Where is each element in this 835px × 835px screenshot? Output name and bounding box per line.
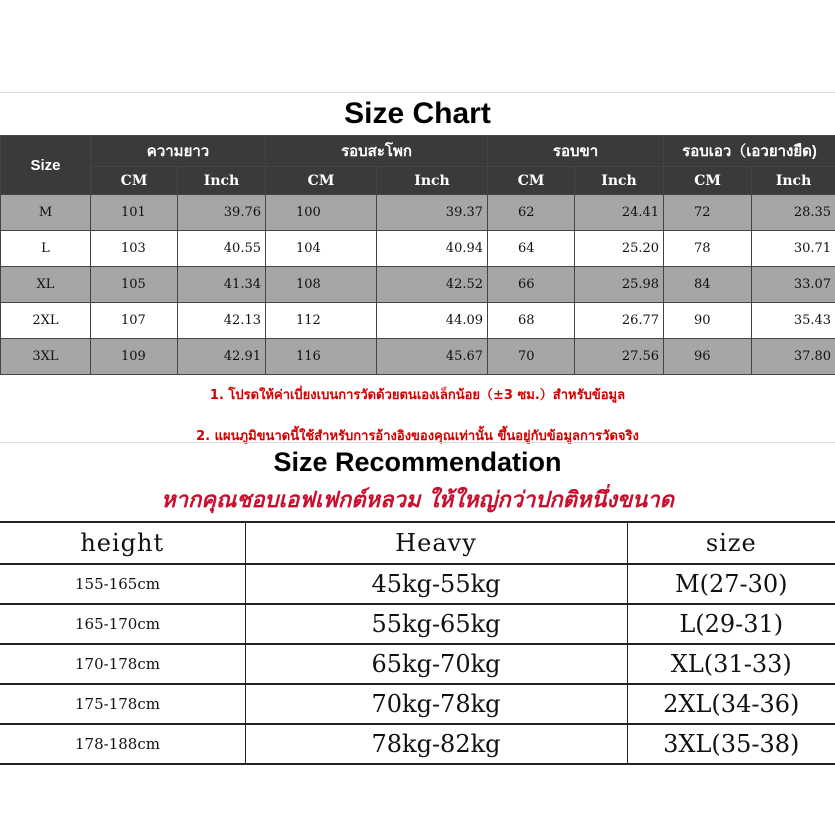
leg-cm-cell: 66	[488, 267, 575, 303]
waist-inch-cell: 33.07	[752, 267, 835, 303]
hip-inch-cell: 42.52	[377, 267, 488, 303]
height-cell: 170-178cm	[0, 644, 245, 684]
table-row	[1, 195, 835, 231]
unit-cm-header: CM	[266, 167, 377, 195]
length-cm-cell: 103	[91, 231, 178, 267]
size-chart-table	[0, 135, 835, 375]
height-cell: 175-178cm	[0, 684, 245, 724]
length-inch-cell: 39.76	[178, 195, 266, 231]
waist-cm-cell: 96	[664, 339, 752, 375]
leg-inch-cell: 27.56	[575, 339, 664, 375]
size-cell: M	[1, 195, 91, 231]
unit-cm-header: CM	[91, 167, 178, 195]
size-recommendation-title: Size Recommendation	[0, 442, 835, 481]
table-row	[1, 267, 835, 303]
hip-cm-cell: 112	[266, 303, 377, 339]
leg-inch-cell: 25.98	[575, 267, 664, 303]
waist-cm-cell: 72	[664, 195, 752, 231]
leg-cm-cell: 62	[488, 195, 575, 231]
waist-cm-cell: 90	[664, 303, 752, 339]
hip-inch-cell: 40.94	[377, 231, 488, 267]
hip-inch-cell: 45.67	[377, 339, 488, 375]
size-cell: L	[1, 231, 91, 267]
waist-cm-cell: 78	[664, 231, 752, 267]
hip-cm-cell: 108	[266, 267, 377, 303]
weight-cell: 45kg-55kg	[245, 564, 627, 604]
length-inch-cell: 40.55	[178, 231, 266, 267]
size-cell: 3XL(35-38)	[627, 724, 835, 764]
reference-only-note: 2. แผนภูมิขนาดนี้ใช้สำหรับการอ้างอิงของคุณเท่านั้น ขึ้นอยู่กับข้อมูลการวัดจริง	[196, 429, 639, 444]
waist-cm-cell: 84	[664, 267, 752, 303]
leg-inch-cell: 26.77	[575, 303, 664, 339]
size-recommendation-table	[0, 521, 835, 765]
group-header-length: ความยาว	[91, 136, 266, 167]
loose-fit-tip: หากคุณชอบเอฟเฟกต์หลวม ให้ใหญ่กว่าปกติหนึ่งขนาด	[161, 488, 674, 513]
height-cell: 155-165cm	[0, 564, 245, 604]
table-row	[1, 339, 835, 375]
unit-inch-header: Inch	[377, 167, 488, 195]
height-cell: 178-188cm	[0, 724, 245, 764]
size-chart-title: Size Chart	[0, 92, 835, 135]
weight-cell: 55kg-65kg	[245, 604, 627, 644]
waist-inch-cell: 28.35	[752, 195, 835, 231]
hip-cm-cell: 116	[266, 339, 377, 375]
group-header-hip: รอบสะโพก	[266, 136, 488, 167]
table-row	[0, 604, 835, 644]
length-cm-cell: 101	[91, 195, 178, 231]
size-cell: M(27-30)	[627, 564, 835, 604]
height-column-header: height	[0, 522, 245, 564]
size-column-header: size	[627, 522, 835, 564]
unit-cm-header: CM	[664, 167, 752, 195]
table-row	[0, 684, 835, 724]
hip-cm-cell: 104	[266, 231, 377, 267]
size-column-header: Size	[1, 136, 91, 195]
leg-cm-cell: 70	[488, 339, 575, 375]
length-inch-cell: 42.91	[178, 339, 266, 375]
size-cell: XL	[1, 267, 91, 303]
weight-cell: 70kg-78kg	[245, 684, 627, 724]
hip-cm-cell: 100	[266, 195, 377, 231]
length-cm-cell: 109	[91, 339, 178, 375]
weight-column-header: Heavy	[245, 522, 627, 564]
table-row	[0, 564, 835, 604]
hip-inch-cell: 39.37	[377, 195, 488, 231]
length-inch-cell: 42.13	[178, 303, 266, 339]
hip-inch-cell: 44.09	[377, 303, 488, 339]
group-header-leg: รอบขา	[488, 136, 664, 167]
size-cell: 2XL	[1, 303, 91, 339]
table-row	[0, 644, 835, 684]
size-cell: 3XL	[1, 339, 91, 375]
unit-cm-header: CM	[488, 167, 575, 195]
table-row	[1, 231, 835, 267]
leg-cm-cell: 64	[488, 231, 575, 267]
size-cell: 2XL(34-36)	[627, 684, 835, 724]
unit-inch-header: Inch	[178, 167, 266, 195]
table-row	[0, 724, 835, 764]
unit-inch-header: Inch	[575, 167, 664, 195]
weight-cell: 65kg-70kg	[245, 644, 627, 684]
leg-inch-cell: 24.41	[575, 195, 664, 231]
waist-inch-cell: 35.43	[752, 303, 835, 339]
height-cell: 165-170cm	[0, 604, 245, 644]
measurement-deviation-note: 1. โปรดให้ค่าเบี่ยงเบนการวัดด้วยตนเองเล็กน้อย（±3 ซม.）สำหรับข้อมูล	[209, 388, 626, 403]
waist-inch-cell: 37.80	[752, 339, 835, 375]
size-cell: XL(31-33)	[627, 644, 835, 684]
length-inch-cell: 41.34	[178, 267, 266, 303]
leg-cm-cell: 68	[488, 303, 575, 339]
length-cm-cell: 107	[91, 303, 178, 339]
size-cell: L(29-31)	[627, 604, 835, 644]
group-header-waist: รอบเอว（เอวยางยืด)	[664, 136, 835, 167]
leg-inch-cell: 25.20	[575, 231, 664, 267]
table-row	[1, 303, 835, 339]
weight-cell: 78kg-82kg	[245, 724, 627, 764]
waist-inch-cell: 30.71	[752, 231, 835, 267]
unit-inch-header: Inch	[752, 167, 835, 195]
length-cm-cell: 105	[91, 267, 178, 303]
